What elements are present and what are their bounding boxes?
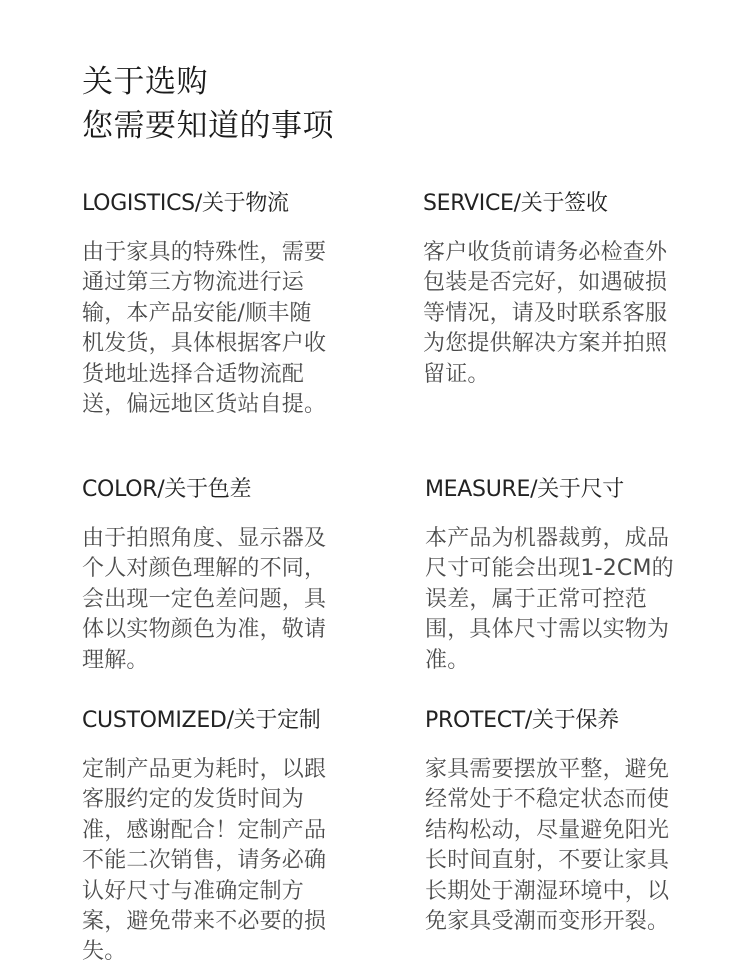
page-heading	[82, 60, 334, 148]
section-title-protect: PROTECT/关于保养	[425, 708, 619, 733]
section-body-logistics: 由于家具的特殊性，需要通过第三方物流进行运输，本产品安能/顺丰随机发货，具体根据客户收货地址选择合适物流配送，偏远地区货站自提。	[82, 240, 327, 418]
section-logistics	[82, 190, 332, 420]
heading-line-1: 关于选购	[82, 64, 208, 100]
section-body-customized: 定制产品更为耗时，以跟客服约定的发货时间为准，感谢配合！定制产品不能二次销售，请务必确认好尺寸与准确定制方案，避免带来不必要的损失。	[82, 757, 327, 965]
section-body-measure: 本产品为机器裁剪，成品尺寸可能会出现1-2CM的误差，属于正常可控范围，具体尺寸需以实物为准。	[425, 526, 674, 673]
section-service	[423, 190, 673, 390]
section-color	[82, 476, 332, 676]
section-title-color: COLOR/关于色差	[82, 477, 252, 502]
section-title-customized: CUSTOMIZED/关于定制	[82, 708, 321, 733]
section-protect	[425, 707, 675, 937]
section-measure	[425, 476, 675, 676]
section-body-color: 由于拍照角度、显示器及个人对颜色理解的不同，会出现一定色差问题，具体以实物颜色为准，敬请理解。	[82, 526, 327, 673]
section-title-logistics: LOGISTICS/关于物流	[82, 191, 289, 216]
section-title-service: SERVICE/关于签收	[423, 191, 608, 216]
heading-line-2: 您需要知道的事项	[82, 108, 334, 144]
section-customized	[82, 707, 332, 968]
section-body-protect: 家具需要摆放平整，避免经常处于不稳定状态而使结构松动，尽量避免阳光长时间直射，不要让家具长期处于潮湿环境中，以免家具受潮而变形开裂。	[425, 757, 670, 935]
section-body-service: 客户收货前请务必检查外包装是否完好，如遇破损等情况，请及时联系客服为您提供解决方案并拍照留证。	[423, 240, 668, 387]
section-title-measure: MEASURE/关于尺寸	[425, 477, 624, 502]
